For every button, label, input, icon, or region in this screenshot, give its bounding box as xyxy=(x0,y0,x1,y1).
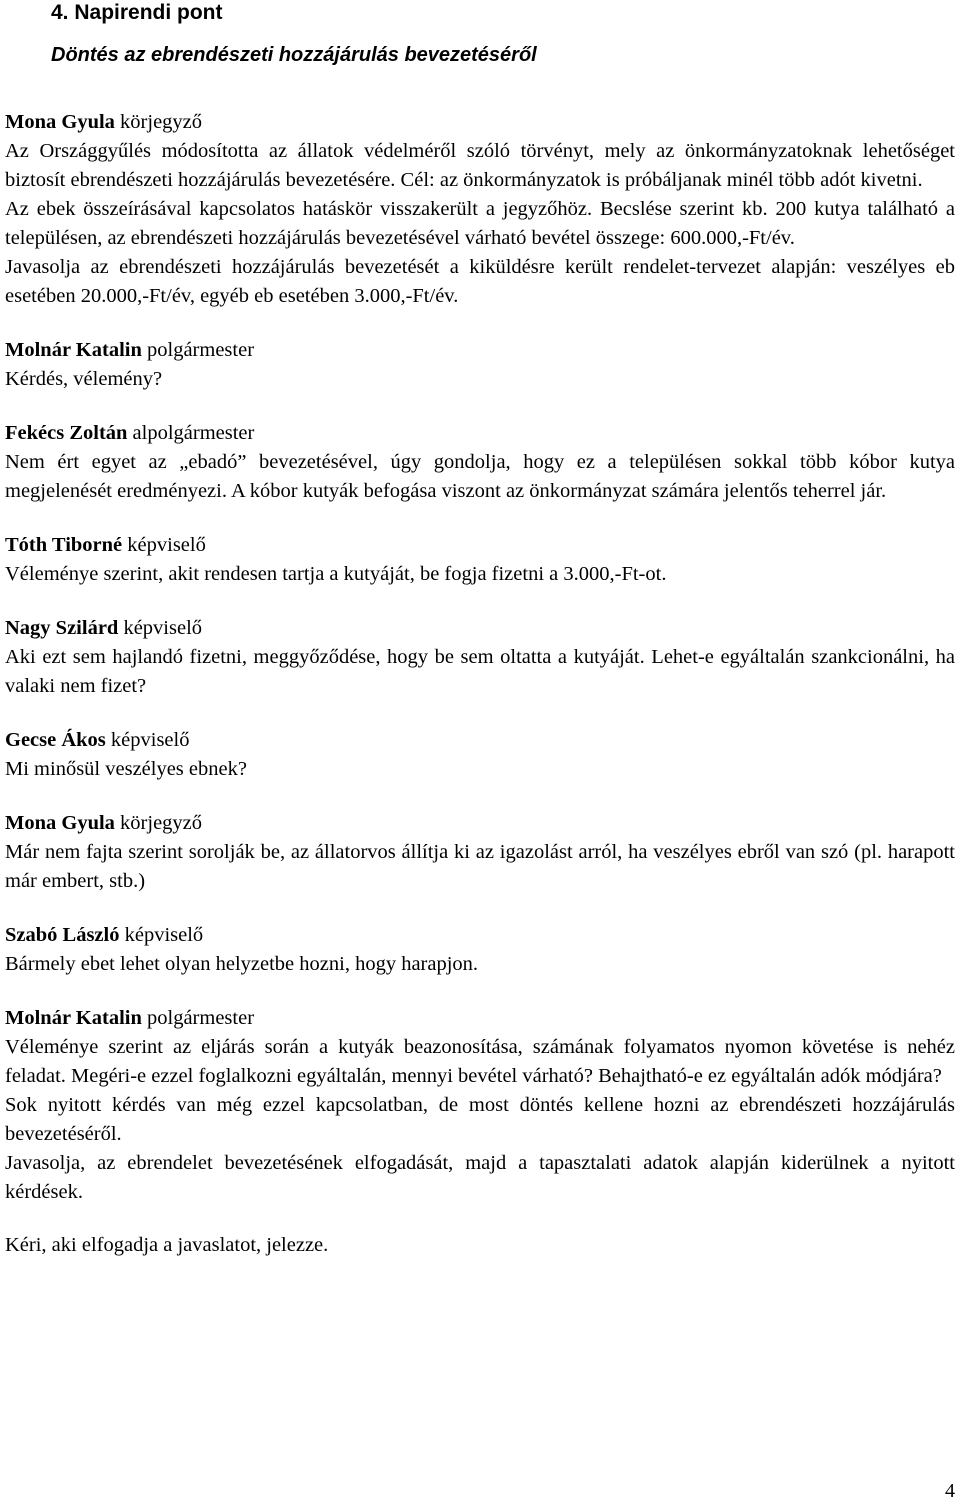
speech-block xyxy=(5,336,955,394)
speaker-line xyxy=(5,419,955,448)
speech-paragraph: Javasolja az ebrendészeti hozzájárulás bevezetését a kiküldésre került rendelet-tervezet alapján: veszélyes eb esetében 20.000,-Ft/év, egyéb eb esetében 3.000,-Ft/év. xyxy=(5,256,955,307)
speech-paragraph: Kérdés, vélemény? xyxy=(5,368,163,390)
speaker-line xyxy=(5,1004,955,1033)
speech-block xyxy=(5,531,955,589)
speech-block xyxy=(5,419,955,506)
speaker-role: képviselő xyxy=(123,617,203,639)
agenda-item-subheading: Döntés az ebrendészeti hozzájárulás bevezetéséről xyxy=(51,44,537,66)
speaker-line xyxy=(5,531,955,560)
speaker-role: alpolgármester xyxy=(132,422,255,444)
closing-line: Kéri, aki elfogadja a javaslatot, jelezze. xyxy=(5,1234,329,1256)
speaker-name: Szabó László xyxy=(5,924,120,946)
speaker-line xyxy=(5,336,955,365)
speech-block xyxy=(5,809,955,896)
speech-block xyxy=(5,921,955,979)
speaker-name: Tóth Tiborné xyxy=(5,534,123,556)
page-number: 4 xyxy=(945,1480,955,1502)
speech-paragraph: Az Országgyűlés módosította az állatok védelméről szóló törvényt, mely az önkormányzatoknak lehetőséget biztosít ebrendészeti hozzájárulás bevezetésére. Cél: az önkormányzatok is próbáljanak minél több adót kivetni. xyxy=(5,140,955,191)
speech-paragraph: Sok nyitott kérdés van még ezzel kapcsolatban, de most döntés kellene hozni az ebrendészeti hozzájárulás bevezetéséről. xyxy=(5,1094,955,1145)
agenda-item-heading: 4. Napirendi pont xyxy=(51,1,223,24)
speech-paragraph: Javasolja, az ebrendelet bevezetésének elfogadását, majd a tapasztalati adatok alapján kiderülnek a nyitott kérdések. xyxy=(5,1152,955,1203)
speaker-role: polgármester xyxy=(147,1007,255,1029)
speaker-name: Fekécs Zoltán xyxy=(5,422,128,444)
speech-paragraph: Már nem fajta szerint sorolják be, az állatorvos állítja ki az igazolást arról, ha veszélyes ebről van szó (pl. harapott már embert, stb.) xyxy=(5,841,955,892)
speaker-role: képviselő xyxy=(110,729,190,751)
speech-paragraph: Az ebek összeírásával kapcsolatos hatáskör visszakerült a jegyzőhöz. Becslése szerint kb. 200 kutya található a településen, az ebrendészeti hozzájárulás bevezetésével várható bevétel összege: 600.000,-Ft/év. xyxy=(5,198,955,249)
speaker-line xyxy=(5,809,955,838)
speaker-name: Gecse Ákos xyxy=(5,729,106,751)
speech-paragraph: Nem ért egyet az „ebadó” bevezetésével, úgy gondolja, hogy ez a településen sokkal több kóbor kutya megjelenését eredményezi. A kóbor kutyák befogása viszont az önkormányzat számára jelentős teherrel jár. xyxy=(5,451,955,502)
speaker-line xyxy=(5,108,955,137)
speaker-role: körjegyző xyxy=(120,111,203,133)
speaker-role: képviselő xyxy=(127,534,206,556)
speaker-name: Molnár Katalin xyxy=(5,339,142,361)
speech-block xyxy=(5,614,955,701)
speaker-line xyxy=(5,726,955,755)
speech-block xyxy=(5,726,955,784)
speaker-name: Mona Gyula xyxy=(5,812,115,834)
speech-paragraph: Aki ezt sem hajlandó fizetni, meggyőződése, hogy be sem oltatta a kutyáját. Lehet-e egyáltalán szankcionálni, ha valaki nem fizet? xyxy=(5,646,955,697)
speaker-line xyxy=(5,614,955,643)
speaker-role: körjegyző xyxy=(120,812,203,834)
speaker-name: Molnár Katalin xyxy=(5,1007,142,1029)
speaker-name: Nagy Szilárd xyxy=(5,617,119,639)
speaker-name: Mona Gyula xyxy=(5,111,115,133)
speaker-role: polgármester xyxy=(147,339,255,361)
speaker-role: képviselő xyxy=(124,924,204,946)
speech-paragraph: Bármely ebet lehet olyan helyzetbe hozni, hogy harapjon. xyxy=(5,953,479,975)
speech-block xyxy=(5,108,955,311)
speaker-line xyxy=(5,921,955,950)
speech-paragraph: Véleménye szerint az eljárás során a kutyák beazonosítása, számának folyamatos nyomon követése is nehéz feladat. Megéri-e ezzel foglalkozni egyáltalán, mennyi bevétel várható? Behajtható-e ez egyáltalán adók módjára? xyxy=(5,1036,955,1087)
speech-block xyxy=(5,1004,955,1207)
speech-paragraph: Véleménye szerint, akit rendesen tartja a kutyáját, be fogja fizetni a 3.000,-Ft-ot. xyxy=(5,563,667,585)
speech-paragraph: Mi minősül veszélyes ebnek? xyxy=(5,758,247,780)
document-page xyxy=(5,0,955,1260)
